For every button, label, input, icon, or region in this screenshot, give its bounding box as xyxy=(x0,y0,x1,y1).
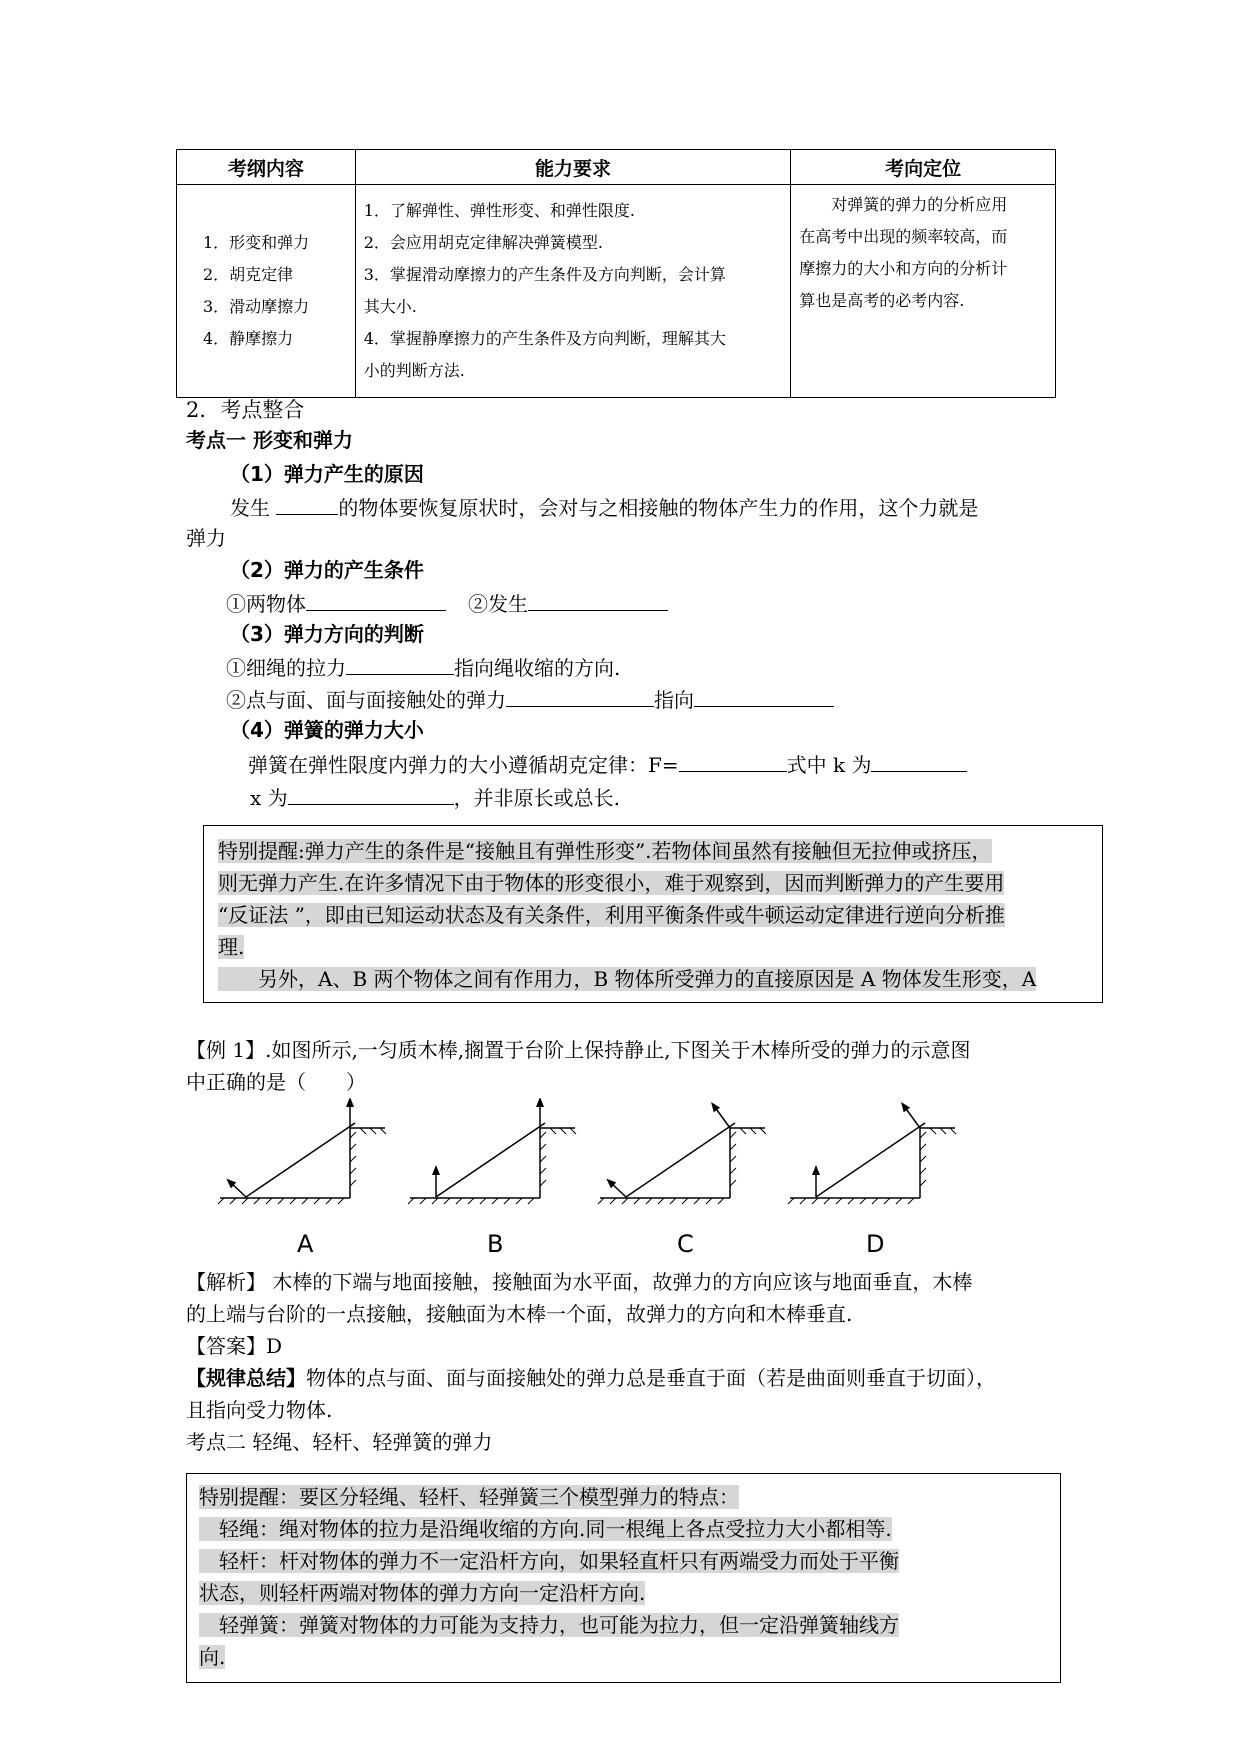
list-item: 算也是高考的必考内容. xyxy=(799,291,965,310)
list-item: 其大小. xyxy=(363,297,417,316)
note-box-1 xyxy=(203,825,1103,1003)
point1-title: 考点一 形变和弹力 xyxy=(186,428,353,452)
figure-c xyxy=(598,1106,766,1204)
note-line: “反证法 ”，即由已知运动状态及有关条件，利用平衡条件或牛顿运动定律进行逆向分析推 xyxy=(218,903,1005,927)
note-line: 理. xyxy=(218,935,245,959)
answer-text: 【答案】D xyxy=(186,1334,283,1358)
outline-table xyxy=(176,149,1056,398)
note-line: 另外，A、B 两个物体之间有作用力，B 物体所受弹力的直接原因是 A 物体发生形变，A xyxy=(218,967,1037,991)
blank-field xyxy=(679,751,787,772)
analysis-text-1: 【解析】 木棒的下端与地面接触，接触面为水平面，故弹力的方向应该与地面垂直，木棒 xyxy=(186,1270,973,1294)
blank-field xyxy=(528,590,668,611)
note-line: 状态，则轻杆两端对物体的弹力方向一定沿杆方向. xyxy=(199,1581,646,1605)
figure-label-b: B xyxy=(487,1230,504,1258)
syllabus-cell xyxy=(177,185,356,398)
figure-label-d: D xyxy=(866,1230,885,1258)
summary-text-2: 且指向受力物体. xyxy=(186,1398,333,1422)
figure-d xyxy=(788,1106,956,1204)
summary-label: 【规律总结】 xyxy=(186,1366,306,1390)
ability-cell xyxy=(355,185,791,398)
point2-title: 考点二 轻绳、轻杆、轻弹簧的弹力 xyxy=(186,1430,493,1454)
list-item: 1．形变和弹力 xyxy=(203,233,310,252)
list-item: 4．静摩擦力 xyxy=(203,329,294,348)
figure-label-c: C xyxy=(677,1230,694,1258)
sub4-title: （4）弹簧的弹力大小 xyxy=(230,718,424,742)
note-line: 向. xyxy=(199,1645,226,1669)
list-item: 在高考中出现的频率较高，而 xyxy=(799,227,1008,246)
orientation-cell xyxy=(791,185,1056,398)
example-text-1: 【例 1】.如图所示,一匀质木棒,搁置于台阶上保持静止,下图关于木棒所受的弹力的示意图 xyxy=(186,1038,971,1062)
list-item: 2．胡克定律 xyxy=(203,265,294,284)
blank-field xyxy=(288,784,454,805)
sub3-text-b: ②点与面、面与面接触处的弹力 指向 xyxy=(226,686,834,712)
sub1-text: 发生 的物体要恢复原状时，会对与之相接触的物体产生力的作用，这个力就是 xyxy=(230,496,979,520)
blank-field xyxy=(871,751,967,772)
blank-field xyxy=(506,686,654,707)
blank-field xyxy=(276,494,338,515)
analysis-text-2: 的上端与台阶的一点接触，接触面为木棒一个面，故弹力的方向和木棒垂直. xyxy=(186,1302,853,1326)
list-item: 2．会应用胡克定律解决弹簧模型. xyxy=(363,233,603,252)
list-item: 1．了解弹性、弹性形变、和弹性限度. xyxy=(363,201,635,220)
list-item: 3．滑动摩擦力 xyxy=(203,297,310,316)
blank-field xyxy=(306,590,446,611)
list-item: 摩擦力的大小和方向的分析计 xyxy=(799,259,1008,278)
note-box-2 xyxy=(186,1473,1061,1683)
note-line: 轻弹簧：弹簧对物体的力可能为支持力，也可能为拉力，但一定沿弹簧轴线方 xyxy=(199,1613,899,1637)
blank-field xyxy=(346,654,454,675)
sub1-title: （1）弹力产生的原因 xyxy=(230,462,424,486)
sub3-title: （3）弹力方向的判断 xyxy=(230,622,424,646)
sub4-text-b: x 为 ，并非原长或总长. xyxy=(250,786,620,810)
list-item: 3．掌握滑动摩擦力的产生条件及方向判断，会计算 xyxy=(363,265,726,284)
sub2-title: （2）弹力的产生条件 xyxy=(230,558,424,582)
example-figures xyxy=(210,1098,970,1258)
summary-text-1: 【规律总结】物体的点与面、面与面接触处的弹力总是垂直于面（若是曲面则垂直于切面）， xyxy=(186,1366,996,1390)
figure-a xyxy=(218,1102,386,1204)
sub4-text-a: 弹簧在弹性限度内弹力的大小遵循胡克定律：F= 式中 k 为 xyxy=(248,751,967,777)
sub1-text-end: 弹力 xyxy=(186,526,226,550)
list-item: 4．掌握静摩擦力的产生条件及方向判断，理解其大 xyxy=(363,329,726,348)
section-heading: 2．考点整合 xyxy=(186,398,305,422)
note-line: 则无弹力产生.在许多情况下由于物体的形变很小，难于观察到，因而判断弹力的产生要用 xyxy=(218,871,1005,895)
note-line: 轻杆：杆对物体的弹力不一定沿杆方向，如果轻直杆只有两端受力而处于平衡 xyxy=(199,1549,899,1573)
header-ability: 能力要求 xyxy=(355,150,791,185)
figure-b xyxy=(408,1102,576,1204)
table-header-row xyxy=(177,150,1056,185)
example-text-2: 中正确的是（ ） xyxy=(186,1070,366,1094)
note-line: 特别提醒:弹力产生的条件是“接触且有弹性形变”.若物体间虽然有接触但无拉伸或挤压， xyxy=(218,839,992,863)
note-line: 轻绳：绳对物体的拉力是沿绳收缩的方向.同一根绳上各点受拉力大小都相等. xyxy=(199,1517,892,1541)
list-item: 对弹簧的弹力的分析应用 xyxy=(799,195,1008,214)
figure-label-a: A xyxy=(297,1230,314,1258)
sub2-text: ①两物体 ②发生 xyxy=(226,590,668,616)
sub3-text-a: ①细绳的拉力 指向绳收缩的方向. xyxy=(226,656,621,680)
list-item: 小的判断方法. xyxy=(363,361,465,380)
blank-field xyxy=(694,686,834,707)
header-syllabus: 考纲内容 xyxy=(177,150,356,185)
note-line: 特别提醒：要区分轻绳、轻杆、轻弹簧三个模型弹力的特点： xyxy=(199,1485,739,1509)
table-row xyxy=(177,185,1056,398)
header-orientation: 考向定位 xyxy=(791,150,1056,185)
